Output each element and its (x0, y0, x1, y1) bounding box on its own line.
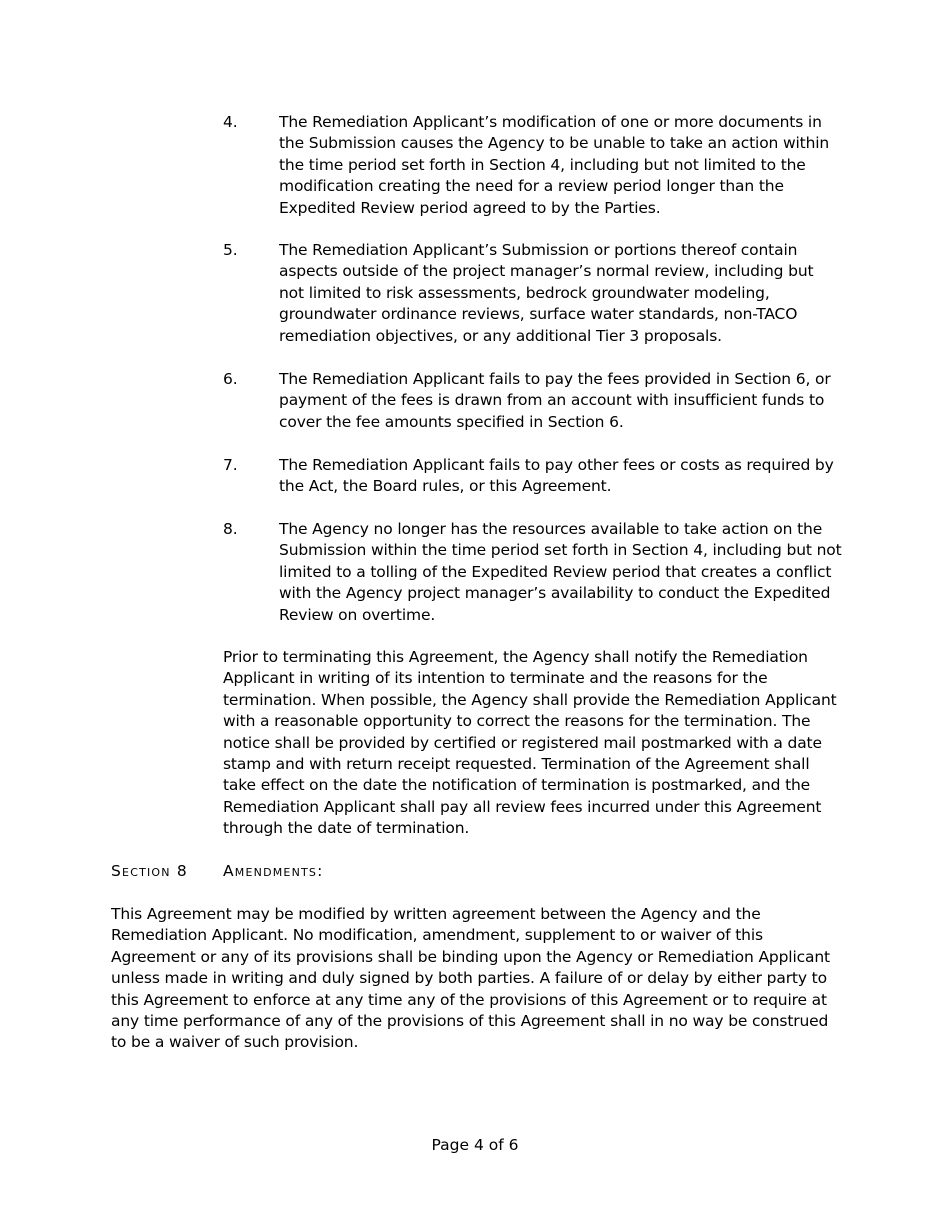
list-item-number: 6. (223, 370, 238, 388)
section-heading (111, 861, 511, 882)
section-label: Section 8 (111, 862, 188, 880)
list-item-8 (223, 519, 843, 626)
section-title: Amendments: (223, 862, 324, 880)
list-item-5 (223, 240, 843, 347)
amendments-paragraph: This Agreement may be modified by written agreement between the Agency and the Remediation Applicant. No modification, amendment, supplement to or waiver of this Agreement or any of its provisions shall be binding upon the Agency or Remediation Applicant unless made in writing and duly signed by both parties. A failure of or delay by either party to this Agreement to enforce at any time any of the provisions of this Agreement or to require at any time performance of any of the provisions of this Agreement shall in no way be construed to be a waiver of such provision. (111, 905, 830, 1052)
termination-paragraph: Prior to terminating this Agreement, the Agency shall notify the Remediation Applicant in writing of its intention to terminate and the reasons for the termination. When possible, the Agency shall provide the Remediation Applicant with a reasonable opportunity to correct the reasons for the termination. The notice shall be provided by certified or registered mail postmarked with a date stamp and with return receipt requested. Termination of the Agreement shall take effect on the date the notification of termination is postmarked, and the Remediation Applicant shall pay all review fees incurred under this Agreement through the date of termination. (223, 648, 837, 838)
list-item-text: The Agency no longer has the resources available to take action on the Submission within the time period set forth in Section 4, including but not limited to a tolling of the Expedited Review period that creates a conflict with the Agency project manager’s availability to conduct the Expedited Review on overtime. (279, 520, 842, 624)
list-item-7 (223, 455, 843, 498)
list-item-number: 8. (223, 520, 238, 538)
list-item-text: The Remediation Applicant fails to pay the fees provided in Section 6, or payment of the fees is drawn from an account with insufficient funds to cover the fee amounts specified in Section 6. (279, 370, 831, 431)
list-item-text: The Remediation Applicant’s modification of one or more documents in the Submission causes the Agency to be unable to take an action within the time period set forth in Section 4, including but not limited to the modification creating the need for a review period longer than the Expedited Review period agreed to by the Parties. (279, 113, 830, 217)
list-item-4 (223, 112, 843, 219)
list-item-number: 4. (223, 113, 238, 131)
list-item-6 (223, 369, 843, 433)
list-item-number: 7. (223, 456, 238, 474)
list-item-number: 5. (223, 241, 238, 259)
page-footer: Page 4 of 6 (431, 1136, 519, 1154)
list-item-text: The Remediation Applicant’s Submission or portions thereof contain aspects outside of the project manager’s normal review, including but not limited to risk assessments, bedrock groundwater modeling, groundwater ordinance reviews, surface water standards, non-TACO remediation objectives, or any additional Tier 3 proposals. (279, 241, 814, 345)
list-item-text: The Remediation Applicant fails to pay other fees or costs as required by the Act, the Board rules, or this Agreement. (279, 456, 834, 496)
